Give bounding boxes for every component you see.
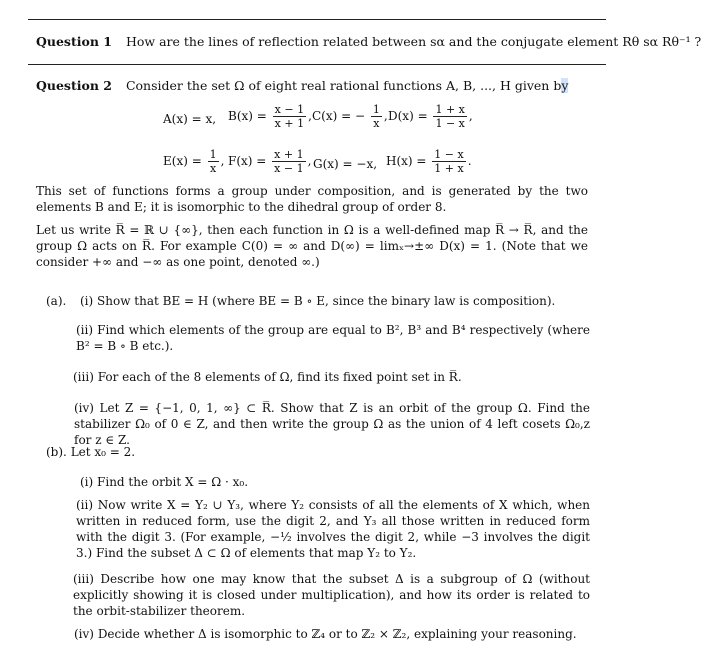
question-2-intro: Consider the set Ω of eight real rational functions A, B, ..., H given b — [125, 78, 562, 93]
item-number: (i) — [80, 294, 94, 308]
function-H-fraction — [432, 148, 465, 175]
function-E-den: x — [208, 161, 219, 175]
function-C-num: 1 — [372, 103, 380, 116]
part-a-item-4 — [74, 400, 590, 448]
question-2 — [36, 78, 568, 94]
function-G — [313, 157, 377, 171]
item-text: Now write X = Y₂ ∪ Y₃, where Y₂ consists of all the elements of X which, when written in reduced form, use the digit 2, and Y₃ all those written in reduced form with the digit 3. (For example, −½ involves the digit 2, while −3 involves the digit 3.) Find the subset Δ ⊂ Ω of elements that map Y₂ to Y₂. — [76, 498, 590, 560]
item-text: Decide whether Δ is isomorphic to ℤ₄ or to ℤ₂ × ℤ₂, explaining your reasoning. — [97, 627, 577, 641]
function-H-lhs: H(x) = — [386, 154, 427, 168]
function-F-den: x − 1 — [274, 162, 304, 175]
item-number: (ii) — [76, 323, 94, 337]
function-B-den: x + 1 — [274, 117, 305, 130]
part-a-label: (a). — [46, 294, 67, 308]
item-text: Find the orbit X = Ω · x₀. — [97, 475, 249, 489]
part-b-intro: Let x₀ = 2. — [70, 445, 136, 459]
item-number: (iii) — [73, 370, 94, 384]
item-number: (ii) — [76, 498, 94, 512]
function-F-fraction — [272, 148, 305, 175]
part-a-item-3 — [73, 369, 590, 385]
question-1 — [36, 34, 701, 50]
item-text: Let Z = {−1, 0, 1, ∞} ⊂ R̅. Show that Z is an orbit of the group Ω. Find the stabilizer Ω₀ of 0 ∈ Z, and then write the group Ω as the union of 4 left cosets Ω₀,z for z ∈ Z. — [74, 401, 590, 447]
part-a-item-1 — [80, 293, 590, 309]
function-C: C(x) = − $\frac{1}{x}$ , — [312, 103, 388, 130]
function-C-lhs: C(x) = − — [312, 109, 366, 123]
function-D-lhs: D(x) = — [388, 109, 428, 123]
function-G-def: G(x) = −x, — [313, 157, 378, 171]
question-2-label: Question 2 — [36, 78, 112, 93]
item-number: (iii) — [73, 572, 94, 586]
part-b — [46, 444, 135, 460]
question-1-text: How are the lines of reflection related between sα and the conjugate element Rθ sα Rθ⁻¹ ? — [125, 34, 701, 49]
item-text: Show that BE = H (where BE = B ∘ E, since the binary law is composition). — [97, 294, 556, 308]
part-a-item-2 — [76, 322, 590, 354]
function-A-def: A(x) = x, — [163, 112, 217, 126]
item-number: (i) — [80, 475, 94, 489]
function-D: D(x) = $\frac{1 + x}{1 - x}$ , — [388, 103, 473, 130]
function-H: H(x) = $\frac{1 - x}{1 + x}$ . — [386, 148, 472, 175]
part-b-item-3 — [73, 571, 590, 619]
function-E-num: 1 — [209, 148, 217, 161]
function-E-lhs: E(x) = — [163, 154, 202, 168]
function-D-fraction — [433, 103, 466, 130]
function-F-num: x + 1 — [274, 148, 304, 161]
part-b-item-4 — [74, 626, 590, 642]
part-b-label: (b). — [46, 445, 67, 459]
function-A — [163, 112, 216, 126]
top-rule — [28, 19, 606, 20]
function-H-den: 1 + x — [434, 162, 464, 175]
function-B-lhs: B(x) = — [228, 109, 267, 123]
item-text: For each of the 8 elements of Ω, find its fixed point set in R̅. — [97, 370, 462, 384]
function-D-den: 1 − x — [435, 117, 465, 130]
text-selection-highlight: y — [561, 78, 569, 93]
function-F: F(x) = $\frac{x + 1}{x - 1}$ , — [228, 148, 312, 175]
action-description: Let us write R̅ = ℝ ∪ {∞}, then each function in Ω is a well-defined map R̅ → R̅, and the group Ω acts on R̅. For example C(0) = ∞ and D(∞) = limₓ→±∞ D(x) = 1. (Note that we consider +∞ and −∞ as one point, denoted ∞.) — [36, 223, 588, 269]
function-D-num: 1 + x — [435, 103, 465, 116]
part-b-item-1 — [80, 474, 590, 490]
function-B: B(x) = $\frac{x - 1}{x + 1}$ , — [228, 103, 312, 130]
group-description: This set of functions forms a group under composition, and is generated by the two elements B and E; it is isomorphic to the dihedral group of order 8. — [36, 184, 588, 214]
function-B-fraction — [273, 103, 306, 130]
function-E: E(x) = $\frac{1}{x}$ , — [163, 148, 225, 175]
item-text: Find which elements of the group are equal to B², B³ and B⁴ respectively (where B² = B ∘ B etc.). — [76, 323, 590, 353]
function-F-lhs: F(x) = — [228, 154, 267, 168]
part-b-item-2 — [76, 497, 590, 561]
question-1-label: Question 1 — [36, 34, 112, 49]
item-number: (iv) — [74, 401, 94, 415]
function-B-num: x − 1 — [274, 103, 305, 116]
function-E-fraction — [208, 148, 219, 175]
function-C-fraction — [371, 103, 382, 130]
item-text: Describe how one may know that the subset Δ is a subgroup of Ω (without explicitly showing it is closed under multiplication), and how its order is related to the orbit-stabilizer theorem. — [73, 572, 590, 618]
item-number: (iv) — [74, 627, 94, 641]
divider-rule — [28, 64, 606, 65]
function-H-num: 1 − x — [434, 148, 464, 161]
function-C-den: x — [371, 116, 382, 130]
